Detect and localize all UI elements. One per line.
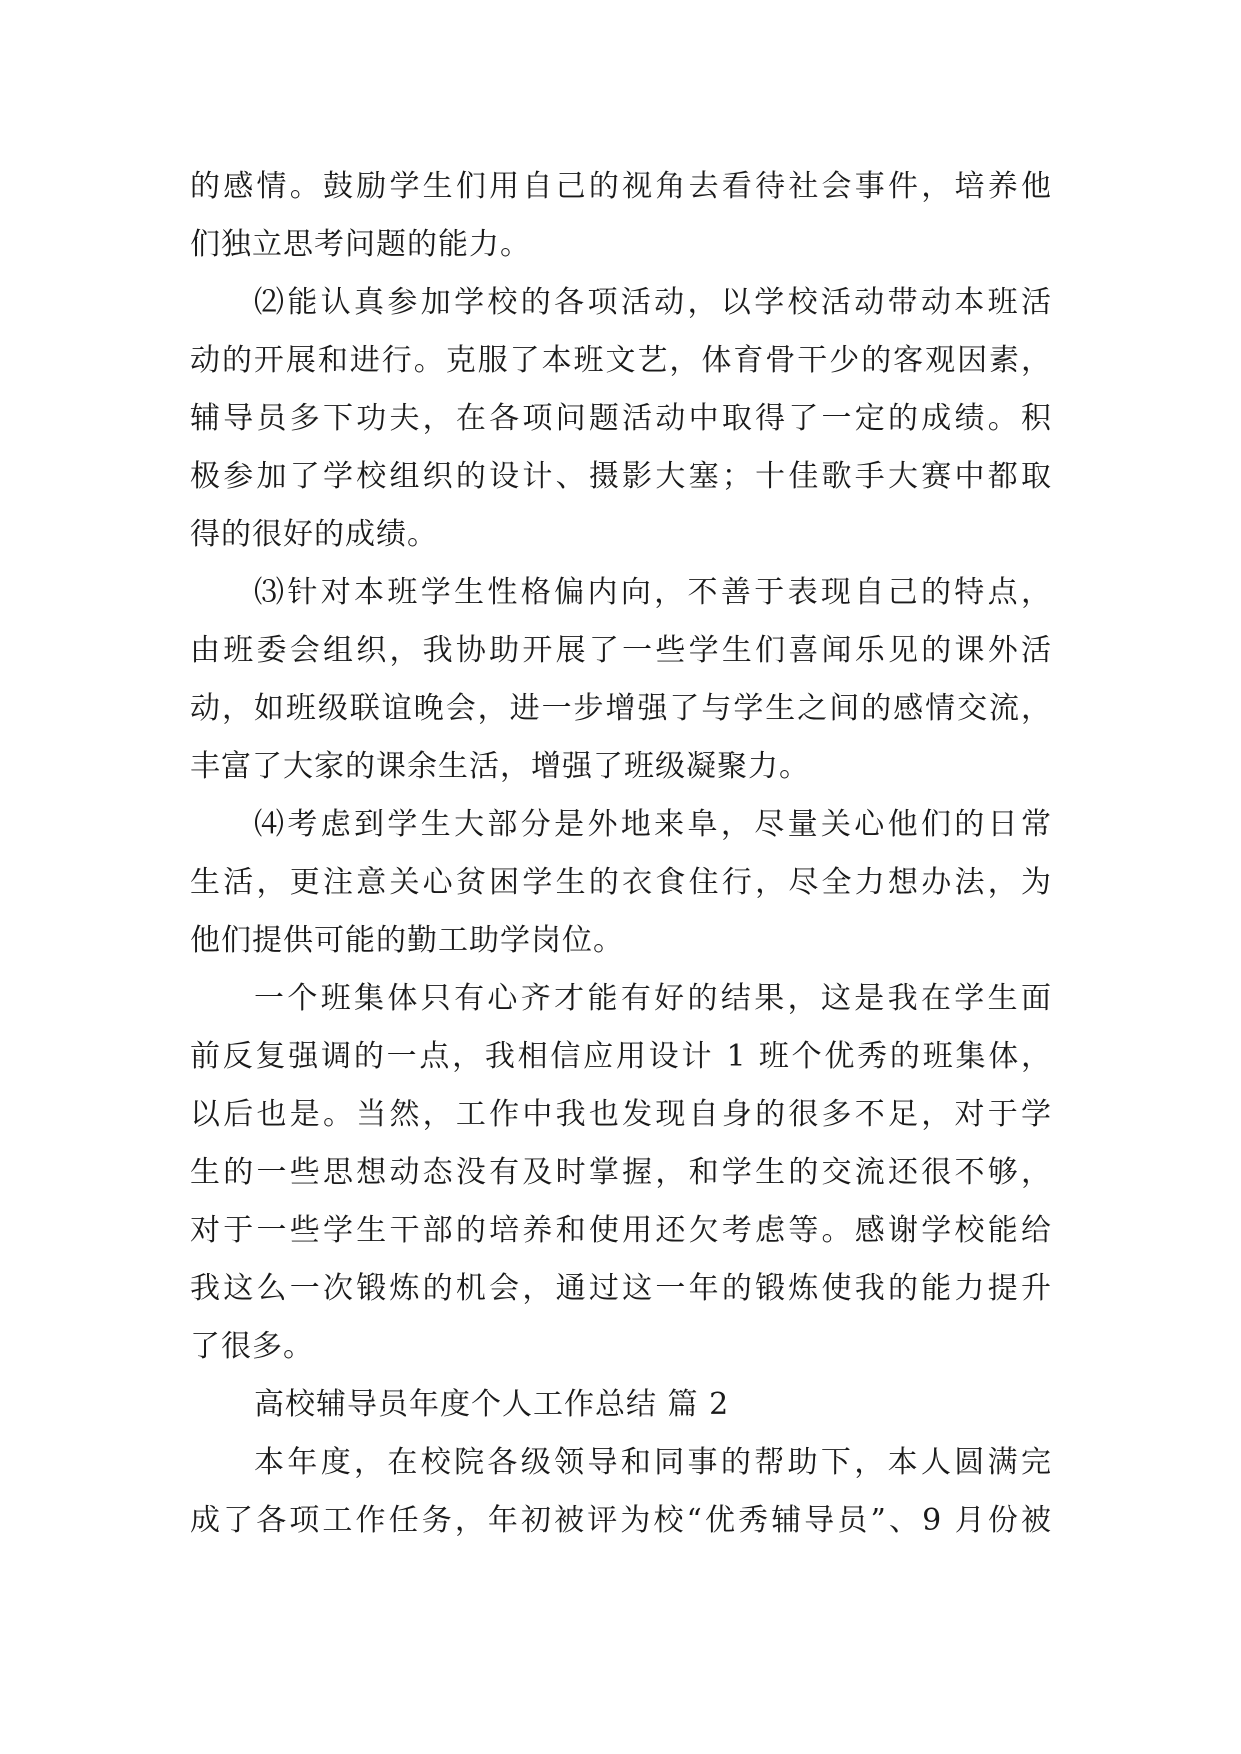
text-line: ⑶针对本班学生性格偏内向，不善于表现自己的特点，	[254, 575, 1052, 610]
text-line: 我这么一次锻炼的机会，通过这一年的锻炼使我的能力提升	[190, 1271, 1052, 1306]
text-line: 动的开展和进行。克服了本班文艺，体育骨干少的客观因素，	[190, 343, 1052, 378]
text-line: 由班委会组织，我协助开展了一些学生们喜闻乐见的课外活	[190, 633, 1052, 668]
text-line: 动，如班级联谊晚会，进一步增强了与学生之间的感情交流，	[190, 691, 1052, 726]
text-line: 们独立思考问题的能力。	[190, 227, 531, 262]
text-line: 成了各项工作任务，年初被评为校“优秀辅导员”、9 月份被	[190, 1503, 1052, 1538]
text-line: 生活，更注意关心贫困学生的衣食住行，尽全力想办法，为	[190, 865, 1052, 900]
text-line: 的感情。鼓励学生们用自己的视角去看待社会事件，培养他	[190, 169, 1052, 204]
text-line: 丰富了大家的课余生活，增强了班级凝聚力。	[190, 749, 810, 784]
text-line: 了很多。	[190, 1329, 314, 1364]
text-line: 对于一些学生干部的培养和使用还欠考虑等。感谢学校能给	[190, 1213, 1052, 1248]
text-line: 本年度，在校院各级领导和同事的帮助下，本人圆满完	[254, 1445, 1052, 1480]
text-line: 生的一些思想动态没有及时掌握，和学生的交流还很不够，	[190, 1155, 1052, 1190]
text-line: 他们提供可能的勤工助学岗位。	[190, 923, 624, 958]
text-line: 辅导员多下功夫，在各项问题活动中取得了一定的成绩。积	[190, 401, 1052, 436]
text-line: 得的很好的成绩。	[190, 517, 438, 552]
text-line: 一个班集体只有心齐才能有好的结果，这是我在学生面	[254, 981, 1052, 1016]
section-heading: 高校辅导员年度个人工作总结 篇 2	[254, 1387, 730, 1422]
text-line: 极参加了学校组织的设计、摄影大塞；十佳歌手大赛中都取	[190, 459, 1052, 494]
text-line: 以后也是。当然，工作中我也发现自身的很多不足，对于学	[190, 1097, 1052, 1132]
text-line: 前反复强调的一点，我相信应用设计 1 班个优秀的班集体，	[190, 1039, 1052, 1074]
body-text	[190, 158, 1052, 1550]
text-line: ⑷考虑到学生大部分是外地来阜，尽量关心他们的日常	[254, 807, 1052, 842]
text-line: ⑵能认真参加学校的各项活动，以学校活动带动本班活	[254, 285, 1052, 320]
